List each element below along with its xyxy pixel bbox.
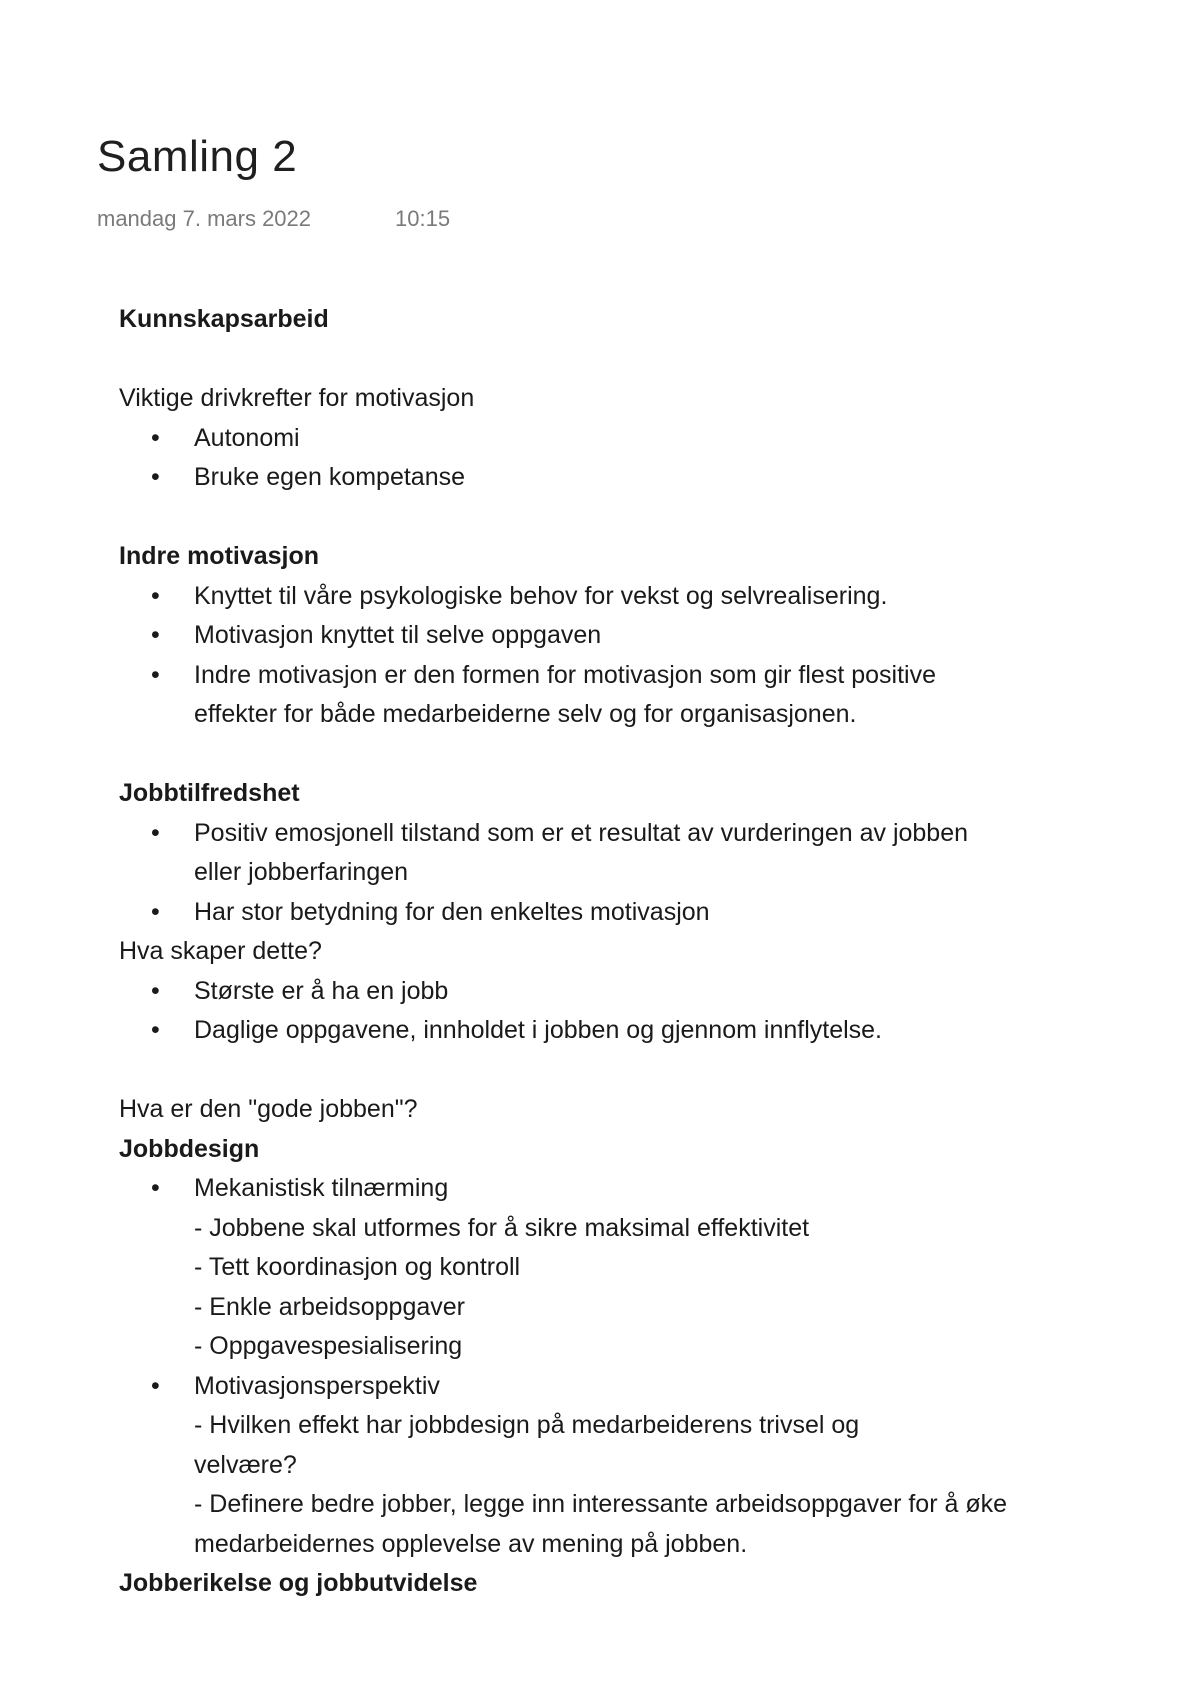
bullet-item: • Knyttet til våre psykologiske behov for vekst og selvrealisering. (119, 577, 1119, 617)
page-date: mandag 7. mars 2022 (97, 206, 312, 231)
heading-jobbtilfredshet: Jobbtilfredshet (119, 779, 300, 807)
heading-jobbdesign: Jobbdesign (119, 1134, 260, 1163)
sub-item: - Oppgavespesialisering (194, 1332, 463, 1360)
blank-line (119, 1051, 1119, 1091)
sub-item: - Definere bedre jobber, legge inn interessante arbeidsoppgaver for å øke medarbeidernes opplevelse av mening på jobben. (194, 1490, 1008, 1558)
paragraph-drivkrefter: Viktige drivkrefter for motivasjon (119, 384, 475, 412)
bullet-list-answers (119, 972, 1119, 1051)
blank-line (119, 498, 1119, 538)
bullet-list-jobbdesign (119, 1169, 1119, 1564)
bullet-item-motivasjon: • Motivasjonsperspektiv - Hvilken effekt har jobbdesign på medarbeiderens trivsel og velvære? - Definere bedre jobber, legge inn interessante arbeidsoppgaver for å øke medarbeidernes opplevelse av mening på jobben. (119, 1367, 1064, 1565)
blank-line (119, 340, 1119, 380)
bullet-list-indre (119, 577, 1119, 735)
sub-item: - Tett koordinasjon og kontroll (194, 1253, 521, 1281)
bullet-item: • Bruke egen kompetanse (119, 458, 1119, 498)
note-body (119, 300, 1119, 1597)
heading-kunnskapsarbeid: Kunnskapsarbeid (119, 305, 329, 333)
paragraph-question: Hva skaper dette? (119, 937, 322, 965)
paragraph-gode-jobben: Hva er den "gode jobben"? (119, 1095, 418, 1123)
heading-indre-motivasjon: Indre motivasjon (119, 542, 320, 570)
bullet-item: • Største er å ha en jobb (119, 972, 1119, 1012)
bullet-list-drivkrefter (119, 419, 1119, 498)
sub-item: - Enkle arbeidsoppgaver (194, 1292, 465, 1321)
bullet-item: • Motivasjon knyttet til selve oppgaven (119, 616, 1119, 656)
bullet-item-mekanistisk: • Mekanistisk tilnærming - Jobbene skal utformes for å sikre maksimal effektivitet - Tett koordinasjon og kontroll - Enkle arbeidsoppgaver - Oppgavespesialisering (119, 1169, 1119, 1367)
blank-line (119, 735, 1119, 775)
sub-item: - Hvilken effekt har jobbdesign på medarbeiderens trivsel og velvære? (194, 1411, 860, 1479)
bullet-item: • Autonomi (119, 419, 1119, 459)
page-time: 10:15 (395, 206, 451, 231)
bullet-item: • Indre motivasjon er den formen for motivasjon som gir flest positive effekter for både medarbeiderne selv og for organisasjonen. (119, 656, 1024, 735)
sub-item: - Jobbene skal utformes for å sikre maksimal effektivitet (194, 1213, 810, 1242)
heading-jobberikelse: Jobberikelse og jobbutvidelse (119, 1569, 478, 1597)
bullet-item: • Positiv emosjonell tilstand som er et resultat av vurderingen av jobben eller jobberfaringen (119, 814, 974, 893)
page-title: Samling 2 (97, 132, 298, 181)
bullet-item: • Daglige oppgavene, innholdet i jobben og gjennom innflytelse. (119, 1011, 1119, 1051)
bullet-item: • Har stor betydning for den enkeltes motivasjon (119, 893, 1119, 933)
bullet-list-jobbtilfredshet (119, 814, 1119, 933)
